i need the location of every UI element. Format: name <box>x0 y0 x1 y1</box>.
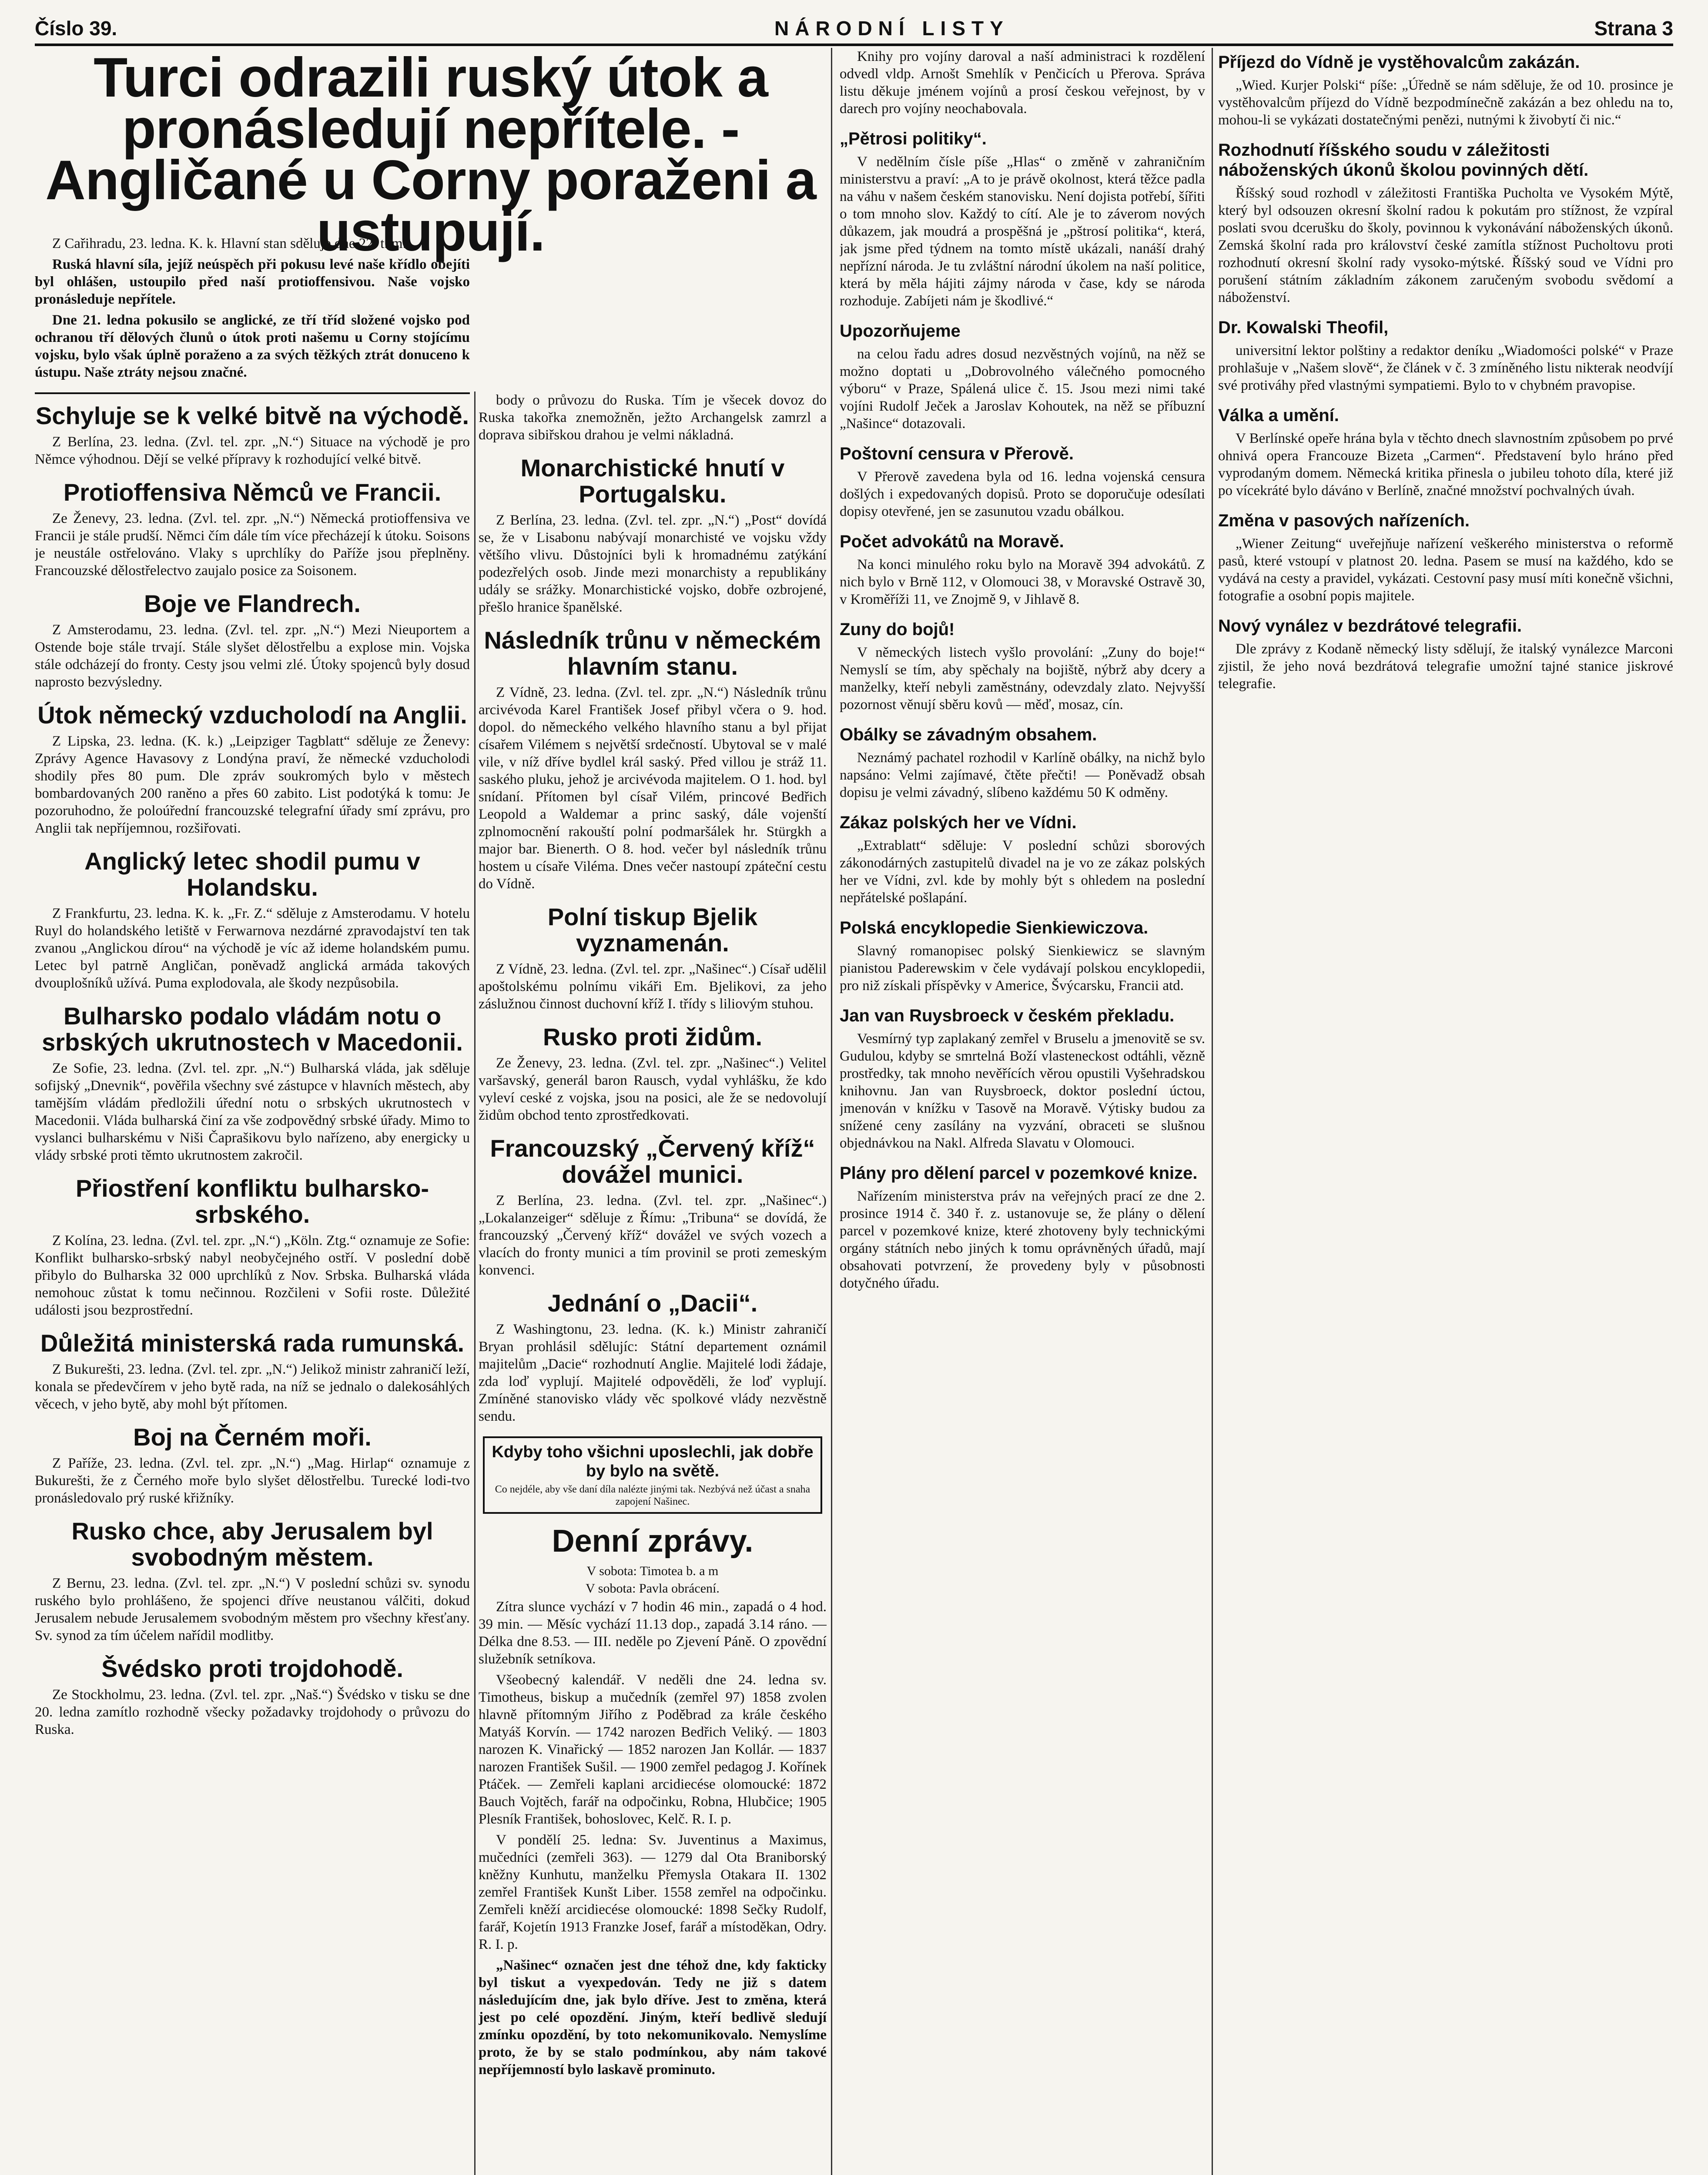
column-2 <box>479 113 827 2175</box>
article-paragraph: Z Washingtonu, 23. ledna. (K. k.) Ministr zahraničí Bryan prohlásil sdělujíc: Státní departement oznámil majitelům „Dacie“ rozhodnutí Anglie. Majitelé lodi žádaje, zda loď vyplují. Majitelé odpověděli, že loď vyplují. Zmíněné stanovisko vlády věc spolkové vlády nezvěstně sendu. <box>479 1322 827 1424</box>
article <box>479 455 827 616</box>
article-paragraph: Z Bukurešti, 23. ledna. (Zvl. tel. zpr. „N.“) Jelikož ministr zahraničí leží, konala se předevčírem v jeho bytě rada, na níž se jednalo o dalekosáhlých věcech, v jeho bytě, aby mohl být přítomen. <box>35 1362 470 1412</box>
article-headline: Útok německý vzducholodí na Anglii. <box>37 701 467 729</box>
article-paragraph: „Wiener Zeitung“ uveřejňuje nařízení veškerého ministerstva o reformě pasů, které vstoupí v platnost 20. ledna. Pasem se musí na každého, kdo se vydává na cesty a pravidel, vykázati. Cestovní pasy musí míti konečně všichni, fotografie a osobní popis majitele. <box>1218 536 1673 604</box>
article-headline: Poštovní censura v Přerově. <box>840 444 1074 463</box>
article-paragraph: universitní lektor polštiny a redaktor deníku „Wiadomości polské“ v Praze prohlašuje v „Našem slově“, že článek v č. 3 zmíněného listu nikterak neodvíjí své protiváhy před vlastnými sympatiemi. Bylo to v chybném pravopise. <box>1218 343 1673 393</box>
article <box>840 725 1205 801</box>
article-headline: Plány pro dělení parcel v pozemkové knize. <box>840 1164 1198 1183</box>
article-paragraph: Nařízením ministerstva práv na veřejných prací ze dne 2. prosince 1914 č. 340 ř. z. ustanovuje se, že plány o dělení parcel v pozemkové knize, které zhotoveny byly technickými orgány státních nebo jiných k tomu oprávněných úřadů, mají obsahovati potvrzení, že provedeny byly v působnosti dotyčného úřadu. <box>840 1188 1205 1291</box>
lead-dateline: Z Cařihradu, 23. ledna. K. k. Hlavní stan sděluje dne 22. t. m.: <box>52 236 411 251</box>
article-paragraph: Z Kolína, 23. ledna. (Zvl. tel. zpr. „N.“) „Köln. Ztg.“ oznamuje ze Sofie: Konflikt bulharsko-srbský nabyl neobyčejného ostří. V poslední době přibylo do Bulharska 32 000 uprchlíků z Nov. Srbska. Bulharská vláda nemohouc zůstat k tomu nečinnou. Rozčileni v Sofii roste. Důležité události jsou bezprostřední. <box>35 1233 470 1318</box>
article-paragraph: Knihy pro vojíny daroval a naší administraci k rozdělení odvedl vldp. Arnošt Smehlík v Penčicích u Přerova. Správa listu děkuje jménem vojínů a prosí českou veřejnost, by v darech pro vojíny neochabovala. <box>840 49 1205 117</box>
article-headline: Polní tiskup Bjelik vyznamenán. <box>547 903 758 957</box>
article-headline: Schyluje se k velké bitvě na východě. <box>35 402 469 429</box>
notice-small: Co nejdéle, aby vše daní díla nalézte jinými tak. Nezbývá než účast a snaha zapojení Našinec. <box>495 1484 810 1507</box>
page-header <box>35 13 1673 46</box>
article-headline: Obálky se závadným obsahem. <box>840 725 1097 744</box>
article <box>1218 52 1673 129</box>
article-headline: Zákaz polských her ve Vídni. <box>840 813 1077 832</box>
article-headline: Polská encyklopedie Sienkiewiczova. <box>840 918 1149 937</box>
lead-article <box>35 235 470 381</box>
article-headline: Rusko chce, aby Jerusalem byl svobodným městem. <box>71 1517 433 1571</box>
article-paragraph: Z Berlína, 23. ledna. (Zvl. tel. zpr. „N.“) „Post“ dovídá se, že v Lisabonu nabývají monarchisté ve vojsku vždy většího vlivu. Důstojníci byli k hromadnému zatýkání podezřelých osob. Jinde mezi monarchisty a republikány udály se srážky. Monarchistické vojsko, dobře ozbrojené, přešlo hranice španělské. <box>479 512 827 615</box>
article <box>35 591 470 691</box>
article <box>35 1175 470 1319</box>
column-divider <box>831 48 832 2175</box>
article-headline: Rusko proti židům. <box>543 1023 762 1051</box>
divider-rule <box>35 392 470 394</box>
article <box>840 532 1205 608</box>
notice-title: Kdyby toho všichni uposlechli, jak dobře by bylo na světě. <box>492 1443 814 1480</box>
article-paragraph: Ze Ženevy, 23. ledna. (Zvl. tel. zpr. „N.“) Německá protioffensiva ve Francii je stále prudší. Němci čím dále tím více přecházejí k útoku. Soisons je neustále ostřelováno. Vlaky s uprchlíky do Paříže jsou přeplněny. Francouzské dělostřelectvo zaujalo posice za Soisonem. <box>35 511 470 579</box>
article-paragraph: Slavný romanopisec polský Sienkiewicz se slavným pianistou Paderewskim v čele vydávají polskou encyklopedii, pro niž získali příspěvky v Americe, Švýcarsku, Francii atd. <box>840 943 1205 994</box>
article-headline: Přiostření konfliktu bulharsko-srbského. <box>75 1174 429 1228</box>
article <box>35 848 470 992</box>
column-divider <box>1212 48 1213 2175</box>
denni-paragraph: Zítra slunce vychází v 7 hodin 46 min., zapadá o 4 hod. 39 min. — Měsíc vychází 11.13 dop., zapadá 3.14 ráno. — Délka dne 8.53. — III. neděle po Zjevení Páně. O zpovědní služebník setníkova. <box>479 1599 827 1667</box>
column-3-articles <box>840 48 1205 1292</box>
article <box>479 1135 827 1279</box>
article-paragraph: Neznámý pachatel rozhodil v Karlíně obálky, na nichž bylo napsáno: Velmi zajímavé, čtěte přečti! — Poněvadž obsah dopisu je velmi závadný, slíbeno každému 50 K odměny. <box>840 750 1205 800</box>
article <box>479 1024 827 1124</box>
article-headline: Následník trůnu v německém hlavním stanu. <box>484 626 821 680</box>
article-paragraph: „Wied. Kurjer Polski“ píše: „Úředně se nám sděluje, že od 10. prosince je vystěhovalcům příjezd do Vídně bezpodmínečně zakázán a bez ohledu na to, mohou-li se vykázati dostatečnými penězi, nutnými k živobytí či nic.“ <box>1218 77 1673 128</box>
article-headline: Příjezd do Vídně je vystěhovalcům zakázán. <box>1218 53 1580 72</box>
column-3 <box>840 48 1205 2175</box>
article-paragraph: Z Vídně, 23. ledna. (Zvl. tel. zpr. „Našinec“.) Císař udělil apoštolskému polnímu vikáři Em. Bjelikovi, za jeho záslužnou činnost duchovní kříž I. třídy s liliovým stuhou. <box>479 961 827 1012</box>
article-paragraph: Z Amsterodamu, 23. ledna. (Zvl. tel. zpr. „N.“) Mezi Nieuportem a Ostende boje stále trvají. Stále slyšet dělostřelbu a explose min. Vojska stále odcházejí do fronty. Cesty jsou velmi zlé. Útoky spojenců byly dosud naprosto bezvýsledny. <box>35 622 470 690</box>
denni-paragraph: Všeobecný kalendář. V neděli dne 24. ledna sv. Timotheus, biskup a mučedník (zemřel 97) 1858 zvolen hlavně přítomným Jiřího z Poděbrad za krále českého Matyáš Korvín. — 1742 narozen Bedřich Veliký. — 1803 narozen K. Vinařický — 1852 narozen Jan Kollár. — 1837 narozen František Sušil. — 1900 zemřel pedagog J. Kořínek Ptáček. — Zemřeli kaplani arcidiecése olomoucké: 1872 Bauch Vojtěch, farář na odpočinku, Robna, Hlubčice; 1905 Plesník František, bohoslovec, Kelč. R. I. p. <box>479 1672 827 1827</box>
article-headline: Boje ve Flandrech. <box>144 590 361 617</box>
article-paragraph: Ze Sofie, 23. ledna. (Zvl. tel. zpr. „N.“) Bulharská vláda, jak sděluje sofijský „Dnevnik“, pověřila všechny své zástupce v hlavních městech, aby tamějším vládám předložili úřední notu o srbských ukrutnostech v Macedonii. Vláda bulharská činí za vše zodpovědný srbské úřady. Mimo to vyslanci bulharskému v Niši Čaprašikovu bylo nařízeno, aby energicky u vlády srbské proti těmto ukrutnostem zakročil. <box>35 1061 470 1163</box>
article-headline: „Pětrosi politiky“. <box>840 129 987 148</box>
column-2-articles <box>479 392 827 1425</box>
article-paragraph: na celou řadu adres dosud nezvěstných vojínů, na něž se možno doptati u „Dobrovolného válečného pomocného výboru“ v Praze, Spálená ulice č. 15. Jsou mezi nimi také vojíni Rudolf Ječek a Jaroslav Kohoutek, na něž se příbuzní „Našince“ dotazovali. <box>840 346 1205 432</box>
article-headline: Nový vynález v bezdrátové telegrafii. <box>1218 616 1522 636</box>
article-headline: Válka a umění. <box>1218 406 1339 425</box>
issue-number: Číslo 39. <box>35 17 117 40</box>
notice-box <box>483 1436 822 1514</box>
article <box>35 1330 470 1413</box>
article <box>35 479 470 579</box>
article-paragraph: Z Berlína, 23. ledna. (Zvl. tel. zpr. „Našinec“.) „Lokalanzeiger“ sděluje z Římu: „Tribuna“ se dovídá, že francouzský „Červený kříž“ dovážel ve svých vozech a vlacích do fronty munici a tím provinil se proti zemeským konvenci. <box>479 1193 827 1278</box>
column-4-articles <box>1218 52 1673 693</box>
article <box>479 904 827 1013</box>
article <box>1218 318 1673 394</box>
article-paragraph: V německých listech vyšlo provolání: „Zuny do boje!“ Nemyslí se tím, aby spěchaly na bojiště, nýbrž aby dcery a manželky, kteří nebyli zaměstnány, odevzdaly zlato. Nejvyšší pozornost věnují sběru kovů — měď, mosaz, cín. <box>840 645 1205 713</box>
article-headline: Důležitá ministerská rada rumunská. <box>40 1329 465 1357</box>
nasinec-note: „Našinec“ označen jest dne téhož dne, kdy fakticky byl tiskut a vyexpedován. Tedy ne již s datem následujícím dne, jak bylo dříve. Jest to změna, která jest po celé opozdění. Jiným, kteří bedlivě sledují zmínku opozdění, by toto nekomunikovalo. Nemyslíme proto, že by se stalo podmínkou, aby nám takové nepříjemností bylo laskavě prominuto. <box>479 1958 827 2078</box>
article <box>1218 616 1673 693</box>
article-paragraph: Z Paříže, 23. ledna. (Zvl. tel. zpr. „N.“) „Mag. Hirlap“ oznamuje z Bukurešti, že z Černého moře bylo slyšet dělostřelbu. Turecké lodi-tvo pronásledovalo prý ruské křižníky. <box>35 1456 470 1506</box>
article-paragraph: V Přerově zavedena byla od 16. ledna vojenská censura došlých i expedovaných dopisů. Proto se doporučuje odesílati dopisy otevřené, jen se zasunutou vzadu obálkou. <box>840 469 1205 519</box>
lead-paragraph: Ruská hlavní síla, jejíž neúspěch při pokusu levé naše křídlo obejíti byl ohlášen, ustoupilo před naší protioffensivou. Naše vojsko pronásleduje nepřítele. <box>35 257 470 307</box>
article <box>840 918 1205 994</box>
article-paragraph: Z Lipska, 23. ledna. (K. k.) „Leipziger Tagblatt“ sděluje ze Ženevy: Zprávy Agence Havasovy z Londýna praví, že německé vzducholodi shodily přes 80 pum. Dle zpráv soukromých bylo v městech bombardovaných 200 raněno a přes 60 zabito. List podotýká k tomu: Je pozoruhodno, že poloúřední francouzské telegrafní úřady smí zprávu, pro Anglii tak nepříjemnou, rozšiřovati. <box>35 733 470 836</box>
article-paragraph: Vesmírný typ zaplakaný zemřel v Bruselu a jmenovitě se sv. Gudulou, kdyby se smrtelná Boží vlasteneckost odtáhli, vězně prostředky, tak mnoho nevěřících věrou opustili Vyšehradskou knihovnu. Jan van Ruysbroeck, doktor poslední úctou, jmenován v knížku v Tasově na Moravě. Výtisky budou za snížené ceny zasílány na vyzvání, obraceti se slušnou objednávkou na Nakl. Alfreda Slavatu v Olomouci. <box>840 1031 1205 1151</box>
article-headline: Zuny do bojů! <box>840 620 955 639</box>
article <box>1218 511 1673 605</box>
article-paragraph: Ze Stockholmu, 23. ledna. (Zvl. tel. zpr. „Naš.“) Švédsko v tisku se dne 20. ledna zamítlo rozhodně všecky požadavky trojdohody o průvozu do Ruska. <box>35 1687 470 1737</box>
article <box>1218 405 1673 499</box>
article <box>840 444 1205 520</box>
article-paragraph: Ze Ženevy, 23. ledna. (Zvl. tel. zpr. „Našinec“.) Velitel varšavský, generál baron Rausch, vydal vyhlášku, že kdo vyleví ceské z vojska, jsou na posici, ale že se nedovolují židům obchod tento zprostředkovati. <box>479 1055 827 1123</box>
column-4 <box>1218 48 1673 2175</box>
article-headline: Změna v pasových nařízeních. <box>1218 511 1470 530</box>
article-headline: Protioffensiva Němců ve Francii. <box>63 478 442 506</box>
article-paragraph: V Berlínské opeře hrána byla v těchto dnech slavnostním způsobem po prvé ohnivá opera Francouze Bizeta „Carmen“. Představení bylo hráno před vyprodaným domem. Německá kritika přinesla o jubileu tohoto díla, které již po vícekráté bylo dáváno v Berlíně, značné množství pochvalných úvah. <box>1218 431 1673 499</box>
article-headline: Francouzský „Červený kříž“ dovážel munici. <box>490 1134 815 1188</box>
article <box>35 1518 470 1644</box>
calendar-line: V sobota: Pavla obrácení. <box>586 1581 720 1596</box>
calendar-line: V sobota: Timotea b. a m <box>586 1564 719 1578</box>
article <box>840 321 1205 432</box>
article-headline: Jan van Ruysbroeck v českém překladu. <box>840 1006 1175 1025</box>
article-headline: Bulharsko podalo vládám notu o srbských ukrutnostech v Macedonii. <box>42 1002 463 1056</box>
main-headline: Turci odrazili ruský útok a pronásledují nepřítele. - Angličané u Corny poraženi a ustupují. <box>45 47 816 263</box>
masthead: NÁRODNÍ LISTY <box>774 17 1009 40</box>
article-paragraph: Z Vídně, 23. ledna. (Zvl. tel. zpr. „N.“) Následník trůnu arcivévoda Karel František Josef přibyl včera o 9. hod. dopol. do německého velkého hlavního stanu a byl přijat císařem Vilémem s největší srdečností. Ubytoval se v malé vile, v níž dříve bydlel král saský. Před villou je stráž 11. saského pluku, jehož je arcivévoda majitelem. O 1. hod. byl snídaní. Přítomen byl císař Vilém, princové Bedřich Leopold a Waldemar a princ saský, dále vojenští zplnomocnění rakouští polní podmaršálek hr. Stürgkh a major bar. Bienerth. O 8. hod. večer byl následník trůnu hostem u císaře Viléma. Dnes večer nastoupí zpáteční cestu do Vídně. <box>479 685 827 892</box>
article-headline: Upozorňujeme <box>840 321 961 341</box>
article-paragraph: Na konci minulého roku bylo na Moravě 394 advokátů. Z nich bylo v Brně 112, v Olomouci 38, v Moravské Ostravě 30, v Kroměříži 11, ve Znojmě 9, v Jihlavě 8. <box>840 557 1205 607</box>
article <box>1218 140 1673 306</box>
column-divider <box>474 392 476 2175</box>
article <box>840 48 1205 117</box>
article <box>840 813 1205 907</box>
article-headline: Boj na Černém moři. <box>133 1423 372 1451</box>
article <box>840 1163 1205 1292</box>
article-headline: Počet advokátů na Moravě. <box>840 532 1064 551</box>
article <box>35 702 470 837</box>
lead-paragraph: Dne 21. ledna pokusilo se anglické, ze tří tříd složené vojsko pod ochranou tří dělových člunů o útok proti našemu u Corny stojícímu vojsku, bylo však úplně poraženo a za svých těžkých ztrát donuceno k ústupu. Naše ztráty nejsou značné. <box>35 312 470 380</box>
column-1-articles <box>35 403 470 1738</box>
article-headline: Švédsko proti trojdohodě. <box>101 1655 403 1682</box>
article-paragraph: V nedělním čísle píše „Hlas“ o změně v zahraničním ministerstvu a praví: „A to je právě okolnost, která těžce padla na váhu v našem českém stanovisku. Není dojista potřebí, šířiti o tom mnoho slov. Každý to cítí. Ale je to záverom nových důkazem, jak moudrá a prospěšná je „pštrosí politika“, která, jak jsme před týdnem na tomto místě ukázali, nanáší drahý nepřízní národa. Je tu zvláštní národní úkolem na naší politice, která by měla hájiti zájmy národa v čase, kdy se národa rozhoduje. Zabíjeti nám je škodlivé.“ <box>840 154 1205 309</box>
article-headline: Rozhodnutí říšského soudu v záležitosti náboženských úkonů školou povinných dětí. <box>1218 141 1589 180</box>
article <box>840 619 1205 713</box>
article <box>479 627 827 893</box>
article <box>479 1290 827 1425</box>
section-title-denni-zpravy: Denní zprávy. <box>552 1524 754 1559</box>
denni-paragraph: V pondělí 25. ledna: Sv. Juventinus a Maximus, mučedníci (zemřeli 363). — 1279 dal Ota Braniborský kněžny Kunhutu, manželku Přemysla Otakara II. 1302 zemřel František Kunšt Liber. 1558 zemřel na odpočinku. Zemřeli kněží arcidiecése olomoucké: 1898 Sečky Rudolf, farář, Kojetín 1913 Franzke Josef, farář a místoděkan, Odry. R. I. p. <box>479 1832 827 1952</box>
article-paragraph: Říšský soud rozhodl v záležitosti Františka Pucholta ve Vysokém Mýtě, který byl odsouzen okresní školní radou k pokutám pro stížnost, že vzpíral poslati svou dcerušku do školy, povinnou k vykonávání náboženských úkonů. Zemská školní rada pro království české zamítla stížnost Pucholtovu proti rozhodnutí okresní školní rady vysoko-mýtské. Říšský soud ve Vídni pro porušení státním základním zákonem zaručeným svobodu svědomí a náboženství. <box>1218 185 1673 305</box>
article-paragraph: „Extrablatt“ sděluje: V poslední schůzi sborových zákonodárných zastupitelů divadel na je vo ze zákaz polských her ve Vídni, zvl. kde by mohly být s ohledem na poslední nepřátelské pošlapání. <box>840 838 1205 906</box>
article-headline: Monarchistické hnutí v Portugalsku. <box>520 454 785 508</box>
article-paragraph: Dle zprávy z Kodaně německý listy sdělují, že italský vynálezce Marconi zjistil, že jeho nová bezdrátová telegrafie umožní tajné stanice jiskrové telegrafie. <box>1218 641 1673 692</box>
page-number: Strana 3 <box>1594 17 1673 40</box>
article <box>35 1003 470 1164</box>
column-1 <box>35 113 470 2175</box>
article <box>35 1656 470 1738</box>
article <box>840 1006 1205 1152</box>
article <box>35 403 470 468</box>
article <box>479 392 827 444</box>
article <box>35 1424 470 1507</box>
article-headline: Dr. Kowalski Theofil, <box>1218 318 1389 337</box>
article-paragraph: Z Berlína, 23. ledna. (Zvl. tel. zpr. „N.“) Situace na východě je pro Němce výhodnou. Dějí se velké přípravy k rozhodující velké bitvě. <box>35 434 470 467</box>
article-headline: Jednání o „Dacii“. <box>547 1289 758 1317</box>
article-paragraph: body o průvozu do Ruska. Tím je všecek dovoz do Ruska takořka znemožněn, ježto Archangelsk zamrzl a doprava sibiřskou drahou je velmi nákladná. <box>479 392 827 443</box>
article-headline: Anglický letec shodil pumu v Holandsku. <box>84 847 420 901</box>
article <box>840 129 1205 310</box>
article-paragraph: Z Frankfurtu, 23. ledna. K. k. „Fr. Z.“ sděluje z Amsterodamu. V hotelu Ruyl do holandského letiště v Ferwarnova nezdárné zpravodajství ten tak zvanou „Anglickou dírou“ na východě je víc až ideme holandském pumu. Letec byl patrně Angličan, poněvadž anglická armáda takových dvouplošníků užívá. Puma explodovala, ale škody nezpůsobila. <box>35 906 470 991</box>
article-paragraph: Z Bernu, 23. ledna. (Zvl. tel. zpr. „N.“) V poslední schůzi sv. synodu ruského bylo prohlášeno, že spojenci dříve neustanou válčiti, dokud Jerusalem nebude Jerusalemem svobodným městem pro všechny křesťany. Sv. synod za tím účelem nařídil modlitby. <box>35 1576 470 1643</box>
